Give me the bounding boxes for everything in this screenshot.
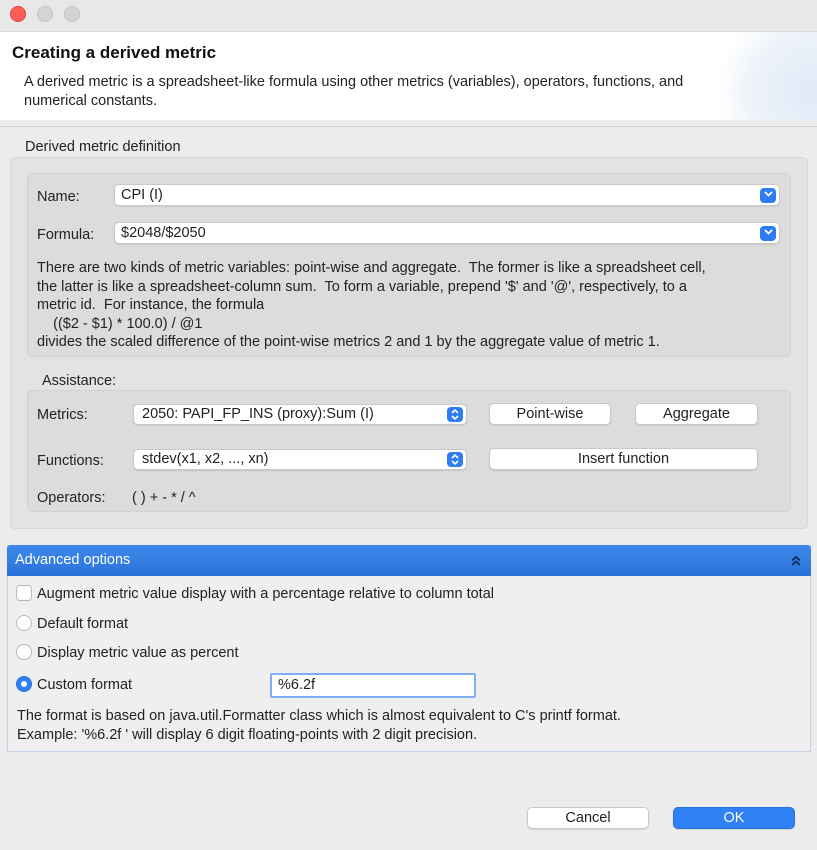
format-note	[17, 707, 621, 745]
minimize-window-button[interactable]	[37, 6, 53, 22]
pointwise-button[interactable]: Point-wise	[489, 403, 611, 425]
header-divider	[0, 126, 817, 127]
name-value[interactable]: CPI (I)	[121, 187, 163, 203]
dialog-header	[0, 31, 817, 120]
default-format-radio[interactable]	[16, 615, 32, 631]
zoom-window-button[interactable]	[64, 6, 80, 22]
functions-label: Functions:	[37, 453, 104, 469]
explanation-line: (($2 - $1) * 100.0) / @1	[37, 315, 203, 332]
augment-label[interactable]: Augment metric value display with a percentage relative to column total	[37, 586, 494, 602]
advanced-options-title[interactable]: Advanced options	[15, 552, 131, 568]
explanation-line: metric id. For instance, the formula	[37, 297, 265, 313]
chevron-down-icon[interactable]	[760, 188, 776, 203]
operators-value: ( ) + - * / ^	[132, 490, 196, 506]
explanation-line: divides the scaled difference of the point-wise metrics 2 and 1 by the aggregate value of metric 1.	[37, 334, 660, 350]
formula-combo[interactable]	[114, 222, 780, 244]
dialog-title: Creating a derived metric	[12, 43, 217, 62]
dialog-description: A derived metric is a spreadsheet-like formula using other metrics (variables), operators, functions, and numerical constants.	[24, 74, 684, 109]
title-bar	[0, 0, 817, 31]
up-down-chevron-icon[interactable]	[447, 452, 463, 467]
formula-label: Formula:	[37, 227, 95, 243]
insert-function-button[interactable]: Insert function	[489, 448, 758, 470]
formula-value[interactable]: $2048/$2050	[121, 225, 206, 241]
collapse-icon[interactable]	[789, 555, 803, 567]
up-down-chevron-icon[interactable]	[447, 407, 463, 422]
name-combo[interactable]	[114, 184, 780, 206]
operators-label: Operators:	[37, 490, 106, 506]
functions-select[interactable]	[133, 449, 467, 470]
assistance-title: Assistance:	[42, 373, 117, 389]
aggregate-button[interactable]: Aggregate	[635, 403, 758, 425]
percent-format-radio[interactable]	[16, 644, 32, 660]
format-note-line: Example: '%6.2f ' will display 6 digit floating-points with 2 digit precision.	[17, 727, 478, 743]
custom-format-input[interactable]: %6.2f	[270, 673, 476, 698]
explanation-line: the latter is like a spreadsheet-column sum. To form a variable, prepend '$' and '@', respectively, to a	[37, 278, 687, 295]
ok-button[interactable]: OK	[673, 807, 795, 829]
default-format-label[interactable]: Default format	[37, 616, 129, 632]
metrics-label: Metrics:	[37, 407, 88, 423]
metrics-select[interactable]	[133, 404, 467, 425]
name-label: Name:	[37, 189, 80, 205]
definition-group-title: Derived metric definition	[25, 139, 181, 155]
chevron-down-icon[interactable]	[760, 226, 776, 241]
explanation-line: There are two kinds of metric variables: point-wise and aggregate. The former is like a spreadsheet cell,	[37, 260, 706, 276]
custom-format-label[interactable]: Custom format	[37, 677, 133, 693]
formula-explanation	[37, 259, 777, 352]
custom-format-radio[interactable]	[16, 676, 32, 692]
augment-checkbox[interactable]	[16, 585, 32, 601]
functions-selected-value[interactable]: stdev(x1, x2, ..., xn)	[142, 451, 269, 467]
cancel-button[interactable]: Cancel	[527, 807, 649, 829]
metrics-selected-value[interactable]: 2050: PAPI_FP_INS (proxy):Sum (I)	[142, 406, 374, 422]
percent-format-label[interactable]: Display metric value as percent	[37, 645, 239, 661]
close-window-button[interactable]	[10, 6, 26, 22]
format-note-line: The format is based on java.util.Formatter class which is almost equivalent to C's printf format.	[17, 708, 621, 724]
